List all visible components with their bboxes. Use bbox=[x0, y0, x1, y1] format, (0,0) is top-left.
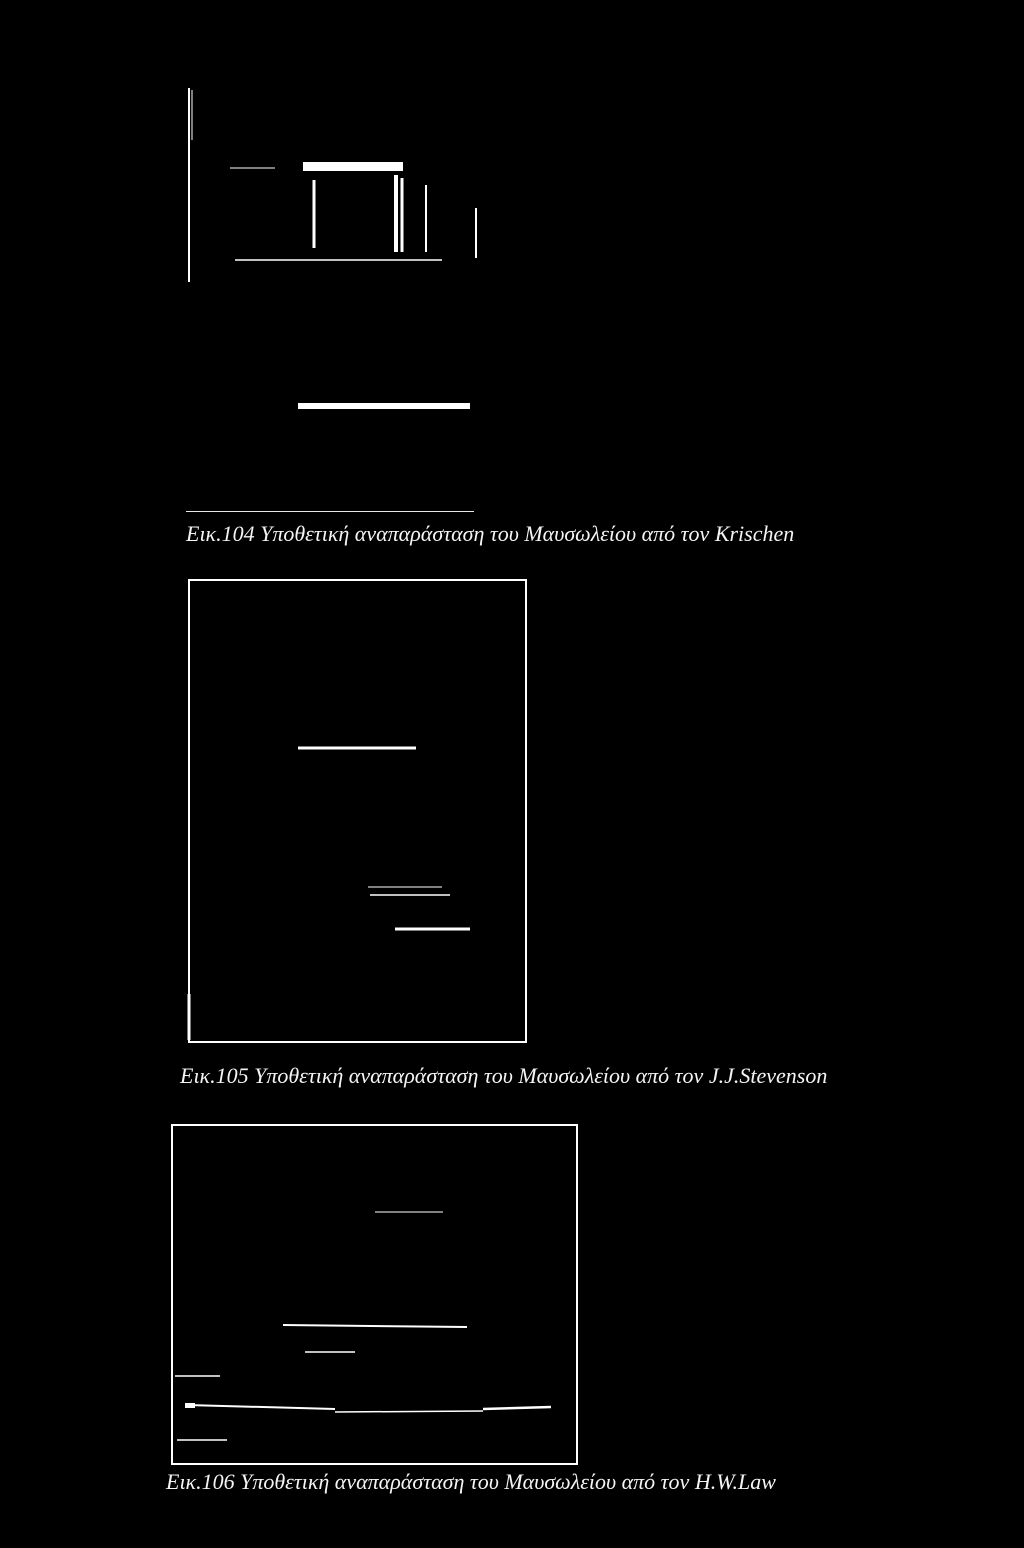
figure-104-drawing bbox=[180, 80, 500, 430]
figure-106-drawing bbox=[165, 1120, 585, 1466]
figure-104-rule bbox=[186, 511, 474, 512]
figure-105-caption: Εικ.105 Υποθετική αναπαράσταση του Μαυσωλείου από τον J.J.Stevenson bbox=[180, 1063, 828, 1088]
figure-106-caption: Εικ.106 Υποθετική αναπαράσταση του Μαυσωλείου από τον H.W.Law bbox=[166, 1469, 776, 1494]
figure-104-caption: Εικ.104 Υποθετική αναπαράσταση του Μαυσωλείου από τον Krischen bbox=[186, 521, 795, 546]
figure-105 bbox=[0, 560, 1024, 1090]
figure-104 bbox=[0, 0, 1024, 560]
figure-105-drawing bbox=[180, 574, 540, 1048]
figure-106 bbox=[0, 1090, 1024, 1548]
